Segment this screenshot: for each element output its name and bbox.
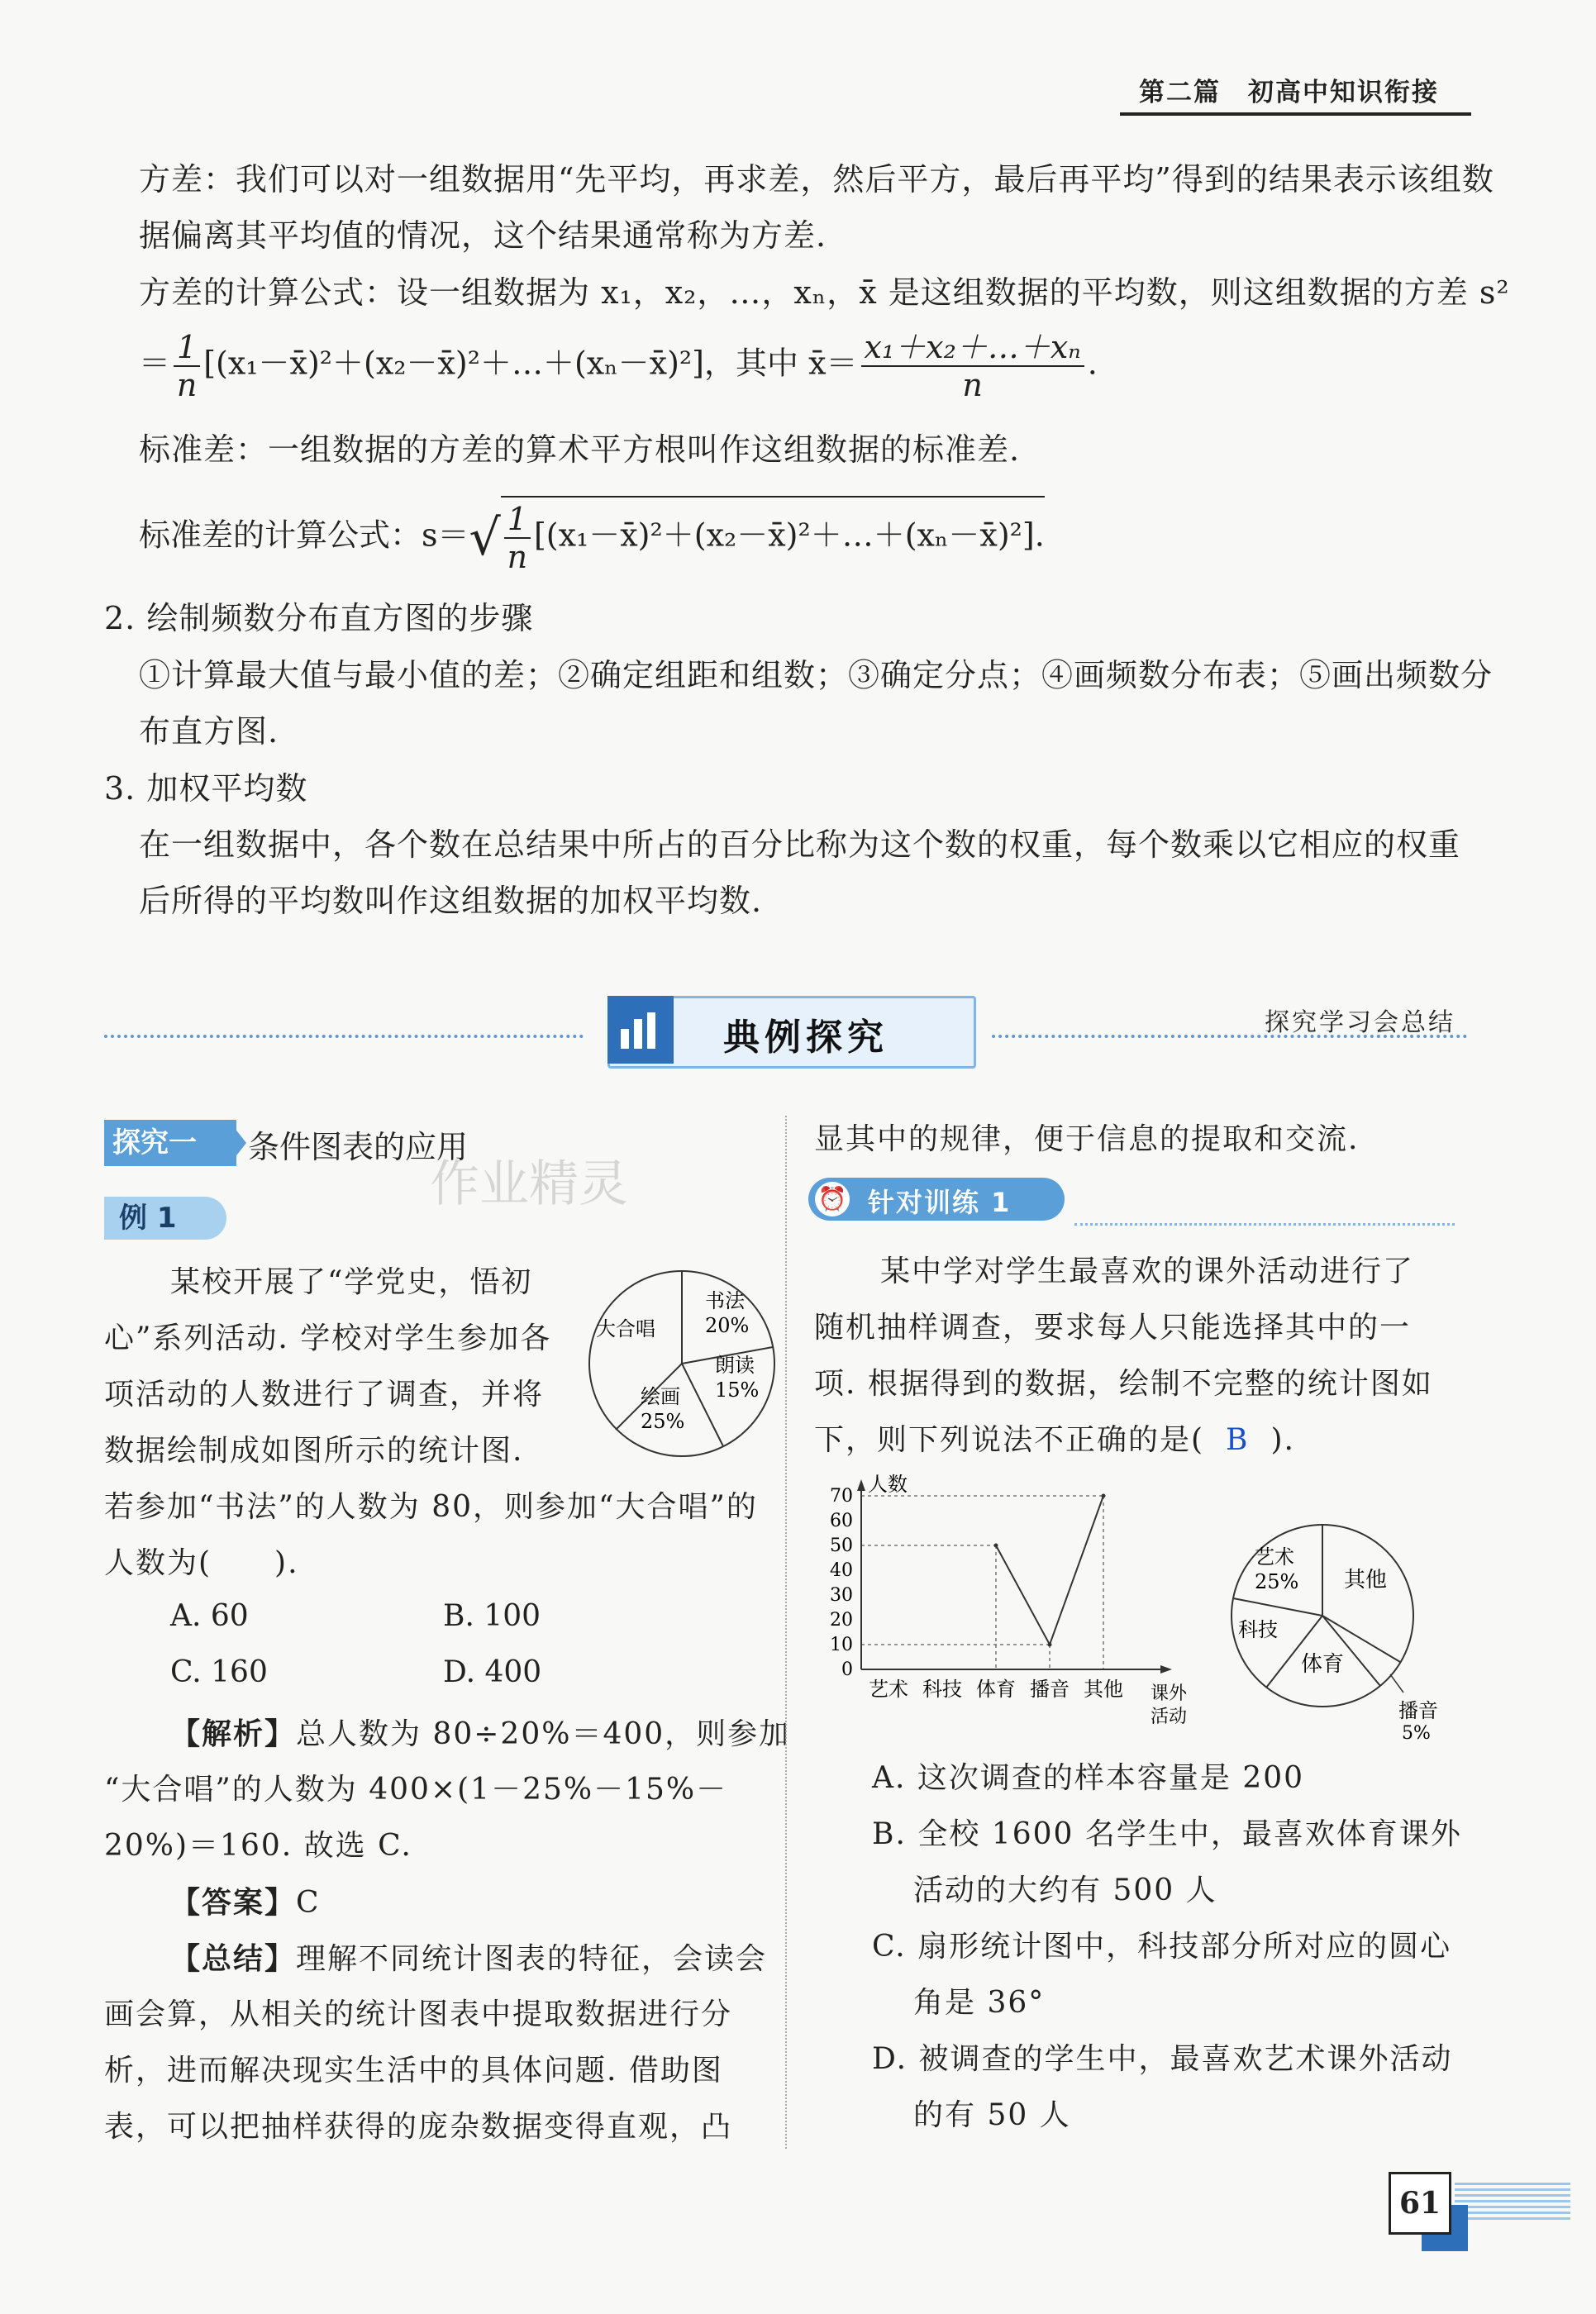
training-option-a: A. 这次调查的样本容量是 200 xyxy=(872,1761,1305,1795)
x-tick-label: 其他 xyxy=(1084,1678,1123,1701)
summary-line-5: 显其中的规律，便于信息的提取和交流. xyxy=(814,1122,1360,1156)
y-tick-label: 60 xyxy=(830,1511,853,1531)
summary-line-4: 表，可以把抽样获得的庞杂数据变得直观，凸 xyxy=(104,2110,733,2144)
variance-def-line-1: 方差：我们可以对一组数据用“先平均，再求差，然后平方，最后再平均”得到的结果表示该组数 xyxy=(139,161,1494,198)
pie1-label-reading: 朗读 xyxy=(715,1354,755,1377)
item-3-title: 3. 加权平均数 xyxy=(104,770,308,807)
x-axis-label-line-2: 活动 xyxy=(1151,1707,1188,1727)
y-axis-label: 人数 xyxy=(868,1473,908,1496)
x-tick-label: 科技 xyxy=(922,1678,962,1701)
analysis-line-2: “大合唱”的人数为 400×(1－25%－15%－ xyxy=(104,1773,728,1807)
pie1-label-painting: 绘画 xyxy=(641,1385,680,1408)
summary-tag: 【总结】 xyxy=(170,1941,297,1976)
section-subtitle: 探究学习会总结 xyxy=(1265,1008,1455,1037)
example-line-5: 若参加“书法”的人数为 80，则参加“大合唱”的 xyxy=(104,1490,758,1524)
analysis-text-1: 总人数为 80÷20%＝400，则参加 xyxy=(296,1717,791,1751)
y-tick-label: 40 xyxy=(830,1560,853,1581)
x-tick-label: 播音 xyxy=(1030,1678,1070,1701)
page-number: 61 xyxy=(1389,2172,1451,2235)
column-divider xyxy=(785,1116,787,2149)
mean-fraction xyxy=(861,329,1084,403)
y-tick-label: 70 xyxy=(830,1486,853,1507)
answer-tag: 【答案】 xyxy=(170,1885,297,1920)
sqrt-sign: √ xyxy=(469,509,501,567)
y-tick-label: 50 xyxy=(830,1536,853,1556)
training-option-b-2: 活动的大约有 500 人 xyxy=(913,1874,1217,1907)
training-question-end: ). xyxy=(1270,1423,1296,1457)
header-rule xyxy=(1120,112,1471,116)
summary-line-2: 画会算，从相关的统计图表中提取数据进行分 xyxy=(104,1997,733,2031)
analysis-line-1 xyxy=(170,1706,790,1763)
std-formula xyxy=(139,496,1045,575)
x-axis-arrow xyxy=(1160,1665,1172,1674)
numerator: 1 xyxy=(174,329,200,367)
training-option-b-1: B. 全校 1600 名学生中，最喜欢体育课外 xyxy=(872,1817,1462,1851)
section-banner xyxy=(607,996,971,1064)
training-option-c-2: 角是 36° xyxy=(913,1986,1046,2020)
item-2-title: 2. 绘制频数分布直方图的步骤 xyxy=(104,600,534,636)
pie2-label-art: 艺术 xyxy=(1255,1545,1294,1569)
example-line-1: 某校开展了“学党史，悟初 xyxy=(170,1265,533,1299)
page-number-decor xyxy=(1455,2182,1570,2220)
pie2-pct-broadcast: 5% xyxy=(1402,1723,1431,1744)
training-line-3: 项. 根据得到的数据，绘制不完整的统计图如 xyxy=(814,1367,1433,1401)
std-numerator: 1 xyxy=(504,501,531,539)
pie1-pct-painting: 25% xyxy=(641,1410,685,1433)
banner-icon-box xyxy=(607,996,674,1064)
y-tick-label: 10 xyxy=(830,1635,853,1655)
example-label: 例 1 xyxy=(104,1197,226,1240)
pie1-label-calligraphy: 书法 xyxy=(705,1289,745,1312)
std-def: 标准差：一组数据的方差的算术平方根叫作这组数据的标准差. xyxy=(139,431,1021,468)
pie2-label-broadcast: 播音 xyxy=(1398,1699,1438,1722)
mean-denominator: n xyxy=(962,367,983,403)
pie2-label-tech: 科技 xyxy=(1238,1618,1278,1641)
y-tick-label: 0 xyxy=(841,1659,853,1680)
std-formula-label: 标准差的计算公式：s＝ xyxy=(139,517,469,554)
item-2-line-1: ①计算最大值与最小值的差；②确定组距和组数；③确定分点；④画频数分布表；⑤画出频数分 xyxy=(139,657,1494,693)
example-line-6: 人数为( ). xyxy=(104,1546,299,1580)
item-2-line-2: 布直方图. xyxy=(139,713,279,750)
watermark: 作业精灵 xyxy=(430,1155,628,1213)
one-over-n xyxy=(174,329,200,403)
answer-line xyxy=(170,1874,321,1931)
example-option-b: B. 100 xyxy=(443,1599,541,1633)
activity-line-chart xyxy=(818,1471,1207,1744)
pie1-label-chorus: 大合唱 xyxy=(596,1317,655,1340)
alarm-clock-icon: ⏰ xyxy=(815,1182,850,1217)
pie1-pct-calligraphy: 20% xyxy=(705,1314,750,1337)
formula-period: . xyxy=(1087,345,1098,382)
example-option-a: A. 60 xyxy=(170,1599,249,1633)
sqrt-radicand xyxy=(501,496,1045,575)
training-option-d-1: D. 被调查的学生中，最喜欢艺术课外活动 xyxy=(872,2042,1453,2076)
denominator: n xyxy=(176,367,198,403)
activity-pie-chart-2 xyxy=(1215,1512,1446,1744)
training-line-1: 某中学对学生最喜欢的课外活动进行了 xyxy=(880,1255,1415,1288)
answer-value: C xyxy=(296,1886,321,1920)
y-tick-label: 30 xyxy=(830,1585,853,1606)
training-question: 下，则下列说法不正确的是( xyxy=(814,1423,1205,1457)
pie1-pct-reading: 15% xyxy=(715,1378,760,1402)
summary-line-3: 析，进而解决现实生活中的具体问题. 借助图 xyxy=(104,2054,723,2088)
training-line-2: 随机抽样调查，要求每人只能选择其中的一 xyxy=(814,1311,1412,1345)
analysis-tag: 【解析】 xyxy=(170,1716,297,1751)
training-option-d-2: 的有 50 人 xyxy=(913,2098,1071,2132)
training-tag: 针对训练 1 xyxy=(868,1187,1012,1218)
pie2-leader-line xyxy=(1390,1674,1403,1693)
training-option-c-1: C. 扇形统计图中，科技部分所对应的圆心 xyxy=(872,1930,1452,1964)
variance-sum-expression: [(x₁－x̄)²＋(x₂－x̄)²＋…＋(xₙ－x̄)²]，其中 x̄＝ xyxy=(203,345,858,382)
training-line-4 xyxy=(814,1412,1295,1469)
variance-formula xyxy=(139,329,1098,403)
analysis-line-3: 20%)＝160. 故选 C. xyxy=(104,1829,412,1863)
bar-chart-icon xyxy=(607,996,674,1064)
variance-formula-intro: 方差的计算公式：设一组数据为 x₁，x₂，…，xₙ，x̄ 是这组数据的平均数，则这组数据的方差 s² xyxy=(139,274,1510,311)
banner-dotted-rule-left xyxy=(104,1035,584,1038)
example-option-d: D. 400 xyxy=(443,1655,542,1689)
item-3-line-2: 后所得的平均数叫作这组数据的加权平均数. xyxy=(139,883,763,919)
equals-sign: ＝ xyxy=(139,345,171,382)
running-header: 第二篇 初高中知识衔接 xyxy=(1139,78,1439,107)
y-axis-arrow xyxy=(857,1479,865,1491)
explore-title: 条件图表的应用 xyxy=(248,1129,469,1165)
example-line-3: 项活动的人数进行了调查，并将 xyxy=(104,1378,545,1412)
pie2-label-pe: 体育 xyxy=(1301,1652,1345,1677)
explore-tag-arrow xyxy=(228,1120,246,1166)
std-denominator: n xyxy=(507,539,528,575)
line-series xyxy=(996,1496,1103,1645)
example-line-4: 数据绘制成如图所示的统计图. xyxy=(104,1434,524,1468)
training-answer: B xyxy=(1226,1423,1250,1457)
variance-def-line-2: 据偏离其平均值的情况，这个结果通常称为方差. xyxy=(139,217,827,254)
pie2-pct-art: 25% xyxy=(1255,1570,1299,1593)
activity-pie-chart xyxy=(583,1264,781,1463)
summary-line-1 xyxy=(170,1931,767,1988)
item-3-line-1: 在一组数据中，各个数在总结果中所占的百分比称为这个数的权重，每个数乘以它相应的权重 xyxy=(139,826,1461,863)
x-axis-label-line-1: 课外 xyxy=(1151,1683,1188,1704)
x-tick-label: 体育 xyxy=(976,1678,1016,1701)
y-tick-label: 20 xyxy=(830,1610,853,1631)
explore-tag: 探究一 xyxy=(104,1120,236,1166)
section-title: 典例探究 xyxy=(723,1017,889,1059)
std-sum-expression: [(x₁－x̄)²＋(x₂－x̄)²＋…＋(xₙ－x̄)²]. xyxy=(533,517,1045,554)
example-option-c: C. 160 xyxy=(170,1655,268,1689)
summary-text-1: 理解不同统计图表的特征，会读会 xyxy=(296,1942,768,1976)
example-line-2: 心”系列活动. 学校对学生参加各 xyxy=(104,1321,552,1355)
training-dotted-rule xyxy=(1074,1223,1455,1226)
std-one-over-n xyxy=(504,501,531,575)
pie2-divider-5 xyxy=(1233,1598,1322,1616)
mean-numerator: x₁＋x₂＋…＋xₙ xyxy=(861,329,1084,367)
x-tick-label: 艺术 xyxy=(869,1678,908,1701)
pie2-label-other: 其他 xyxy=(1344,1568,1388,1593)
